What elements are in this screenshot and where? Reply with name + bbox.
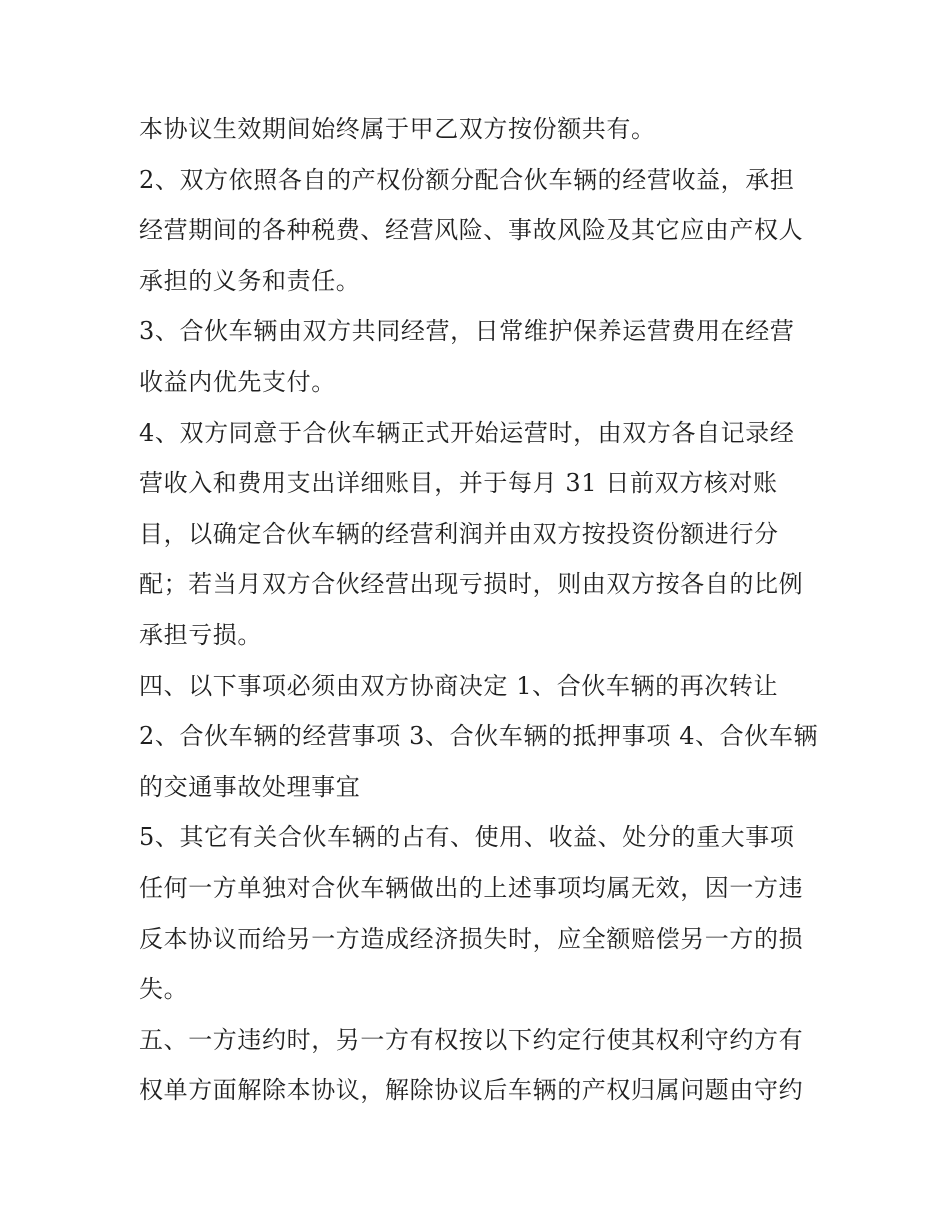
- text-line: 承担亏损。: [139, 620, 262, 649]
- text-line: 目，以确定合伙车辆的经营利润并由双方按投资份额进行分: [139, 519, 779, 548]
- text-line: 四、以下事项必须由双方协商决定 1、合伙车辆的再次转让: [139, 671, 779, 700]
- text-line: 的交通事故处理事宜: [139, 772, 361, 801]
- text-line: 本协议生效期间始终属于甲乙双方按份额共有。: [139, 115, 656, 143]
- text-line: 承担的义务和责任。: [139, 266, 361, 295]
- text-line: 经营期间的各种税费、经营风险、事故风险及其它应由产权人: [139, 216, 804, 245]
- text-line: 4、双方同意于合伙车辆正式开始运营时，由双方各自记录经: [139, 418, 795, 447]
- text-line: 配；若当月双方合伙经营出现亏损时，则由双方按各自的比例: [139, 570, 804, 599]
- text-line: 收益内优先支付。: [139, 367, 336, 396]
- text-line: 失。: [139, 975, 189, 1004]
- text-line: 任何一方单独对合伙车辆做出的上述事项均属无效，因一方违: [139, 873, 804, 902]
- text-line: 2、合伙车辆的经营事项 3、合伙车辆的抵押事项 4、合伙车辆: [139, 722, 819, 751]
- text-line: 五、一方违约时，另一方有权按以下约定行使其权利守约方有: [139, 1025, 804, 1054]
- text-line: 反本协议而给另一方造成经济损失时，应全额赔偿另一方的损: [139, 924, 804, 953]
- text-line: 权单方面解除本协议，解除协议后车辆的产权归属问题由守约: [139, 1076, 804, 1105]
- document-body: [139, 104, 829, 1116]
- text-line: 3、合伙车辆由双方共同经营，日常维护保养运营费用在经营: [139, 317, 795, 346]
- text-line: 2、双方依照各自的产权份额分配合伙车辆的经营收益，承担: [139, 165, 795, 194]
- text-line: 营收入和费用支出详细账目，并于每月 31 日前双方核对账: [139, 469, 778, 498]
- text-line: 5、其它有关合伙车辆的占有、使用、收益、处分的重大事项: [139, 823, 795, 852]
